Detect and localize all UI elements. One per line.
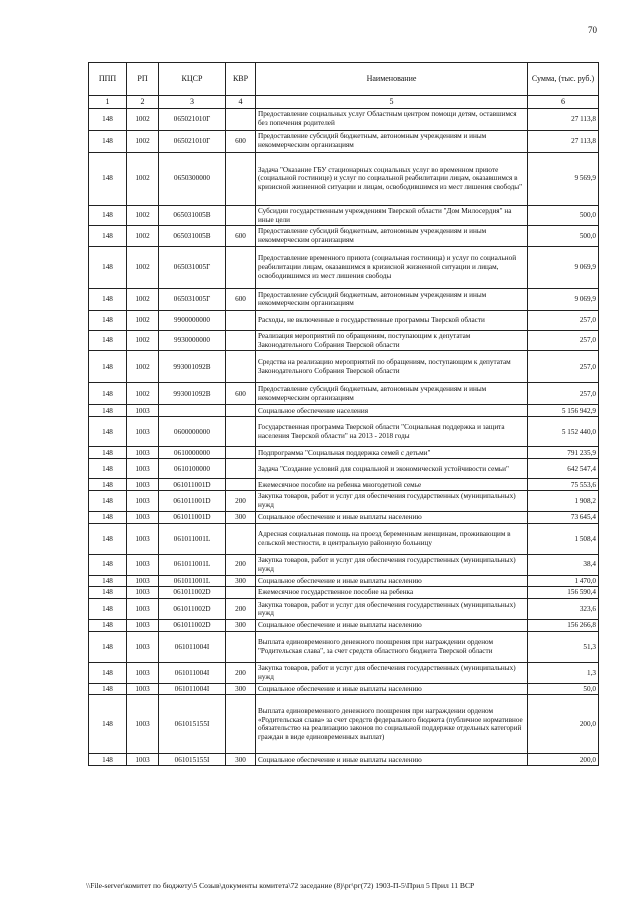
cell-kvr: 600	[226, 226, 256, 247]
cell-rp: 1002	[127, 152, 159, 205]
table-row	[89, 555, 599, 576]
cell-rp: 1003	[127, 524, 159, 555]
table-row	[89, 330, 599, 351]
cell-ppp: 148	[89, 683, 127, 695]
cell-rp: 1003	[127, 491, 159, 512]
cell-kvr: 300	[226, 512, 256, 524]
table-row	[89, 754, 599, 766]
table-row	[89, 152, 599, 205]
cell-rp: 1002	[127, 205, 159, 226]
cell-ppp: 148	[89, 351, 127, 383]
cell-kcsr: 061011002D	[159, 599, 226, 620]
cell-name: Ежемесячное государственное пособие на ребенка	[256, 587, 528, 599]
cell-kvr: 200	[226, 663, 256, 684]
cell-name: Предоставление субсидий бюджетным, автономным учреждениям и иным некоммерческим организациям	[256, 130, 528, 152]
cell-kcsr: 061011001L	[159, 524, 226, 555]
cell-kcsr: 993001092В	[159, 383, 226, 405]
cell-sum: 257,0	[528, 330, 599, 351]
cell-kcsr: 065021010Г	[159, 130, 226, 152]
table-row	[89, 512, 599, 524]
table-row	[89, 479, 599, 491]
table-row	[89, 226, 599, 247]
table-row	[89, 310, 599, 330]
cell-kcsr: 065021010Г	[159, 108, 226, 130]
cell-name: Социальное обеспечение и иные выплаты населению	[256, 575, 528, 587]
cell-kcsr: 061011001L	[159, 575, 226, 587]
cell-kcsr: 993001092В	[159, 351, 226, 383]
cell-name: Задача "Создание условий для социальной и экономической устойчивости семьи"	[256, 459, 528, 479]
table-row	[89, 447, 599, 459]
cell-sum: 1 908,2	[528, 491, 599, 512]
cell-name: Закупка товаров, работ и услуг для обеспечения государственных (муниципальных) нужд	[256, 599, 528, 620]
table-row	[89, 417, 599, 447]
header-rp: РП	[127, 63, 159, 96]
cell-ppp: 148	[89, 405, 127, 417]
table-row	[89, 575, 599, 587]
cell-ppp: 148	[89, 587, 127, 599]
table-row	[89, 524, 599, 555]
cell-kcsr: 061011001L	[159, 555, 226, 576]
column-number: 1	[89, 96, 127, 109]
cell-rp: 1002	[127, 330, 159, 351]
column-number: 4	[226, 96, 256, 109]
cell-sum: 500,0	[528, 226, 599, 247]
table-row	[89, 383, 599, 405]
cell-name: Закупка товаров, работ и услуг для обеспечения государственных (муниципальных) нужд	[256, 663, 528, 684]
cell-name: Социальное обеспечение и иные выплаты населению	[256, 683, 528, 695]
cell-ppp: 148	[89, 575, 127, 587]
cell-sum: 73 645,4	[528, 512, 599, 524]
cell-ppp: 148	[89, 695, 127, 754]
cell-rp: 1003	[127, 587, 159, 599]
cell-ppp: 148	[89, 620, 127, 632]
cell-rp: 1003	[127, 695, 159, 754]
cell-sum: 200,0	[528, 695, 599, 754]
cell-name: Закупка товаров, работ и услуг для обеспечения государственных (муниципальных) нужд	[256, 555, 528, 576]
table-row	[89, 491, 599, 512]
cell-ppp: 148	[89, 491, 127, 512]
column-number: 2	[127, 96, 159, 109]
cell-sum: 257,0	[528, 310, 599, 330]
cell-name: Предоставление временного приюта (социальная гостиница) и услуг по социальной реабилитации лицам, оказавшимся в кризисной жизненной ситуации и лицам, освободившимся из мест лишения свободы	[256, 246, 528, 288]
column-number: 6	[528, 96, 599, 109]
cell-rp: 1003	[127, 447, 159, 459]
cell-name: Предоставление социальных услуг Областным центром помощи детям, оставшимся без попечения родителей	[256, 108, 528, 130]
cell-sum: 75 553,6	[528, 479, 599, 491]
table-row	[89, 405, 599, 417]
cell-ppp: 148	[89, 512, 127, 524]
cell-kcsr: 061011001D	[159, 479, 226, 491]
header-sum: Сумма, (тыс. руб.)	[528, 63, 599, 96]
cell-kvr: 300	[226, 683, 256, 695]
cell-sum: 642 547,4	[528, 459, 599, 479]
cell-name: Социальное обеспечение и иные выплаты населению	[256, 754, 528, 766]
cell-ppp: 148	[89, 246, 127, 288]
cell-name: Выплата единовременного денежного поощрения при награждении орденом "Родительская слава", за счет средств областного бюджета Тверской области	[256, 632, 528, 663]
cell-sum: 1 470,0	[528, 575, 599, 587]
cell-name: Закупка товаров, работ и услуг для обеспечения государственных (муниципальных) нужд	[256, 491, 528, 512]
cell-ppp: 148	[89, 383, 127, 405]
cell-ppp: 148	[89, 447, 127, 459]
cell-kvr	[226, 632, 256, 663]
page-number: 70	[588, 25, 597, 35]
cell-rp: 1003	[127, 754, 159, 766]
cell-rp: 1003	[127, 575, 159, 587]
cell-ppp: 148	[89, 555, 127, 576]
cell-name: Адресная социальная помощь на проезд беременным женщинам, проживающим в сельской местности, в центральную районную больницу	[256, 524, 528, 555]
cell-rp: 1002	[127, 226, 159, 247]
cell-sum: 27 113,8	[528, 130, 599, 152]
cell-sum: 1 508,4	[528, 524, 599, 555]
column-number: 5	[256, 96, 528, 109]
cell-name: Социальное обеспечение и иные выплаты населению	[256, 512, 528, 524]
cell-name: Ежемесячное пособие на ребенка многодетной семье	[256, 479, 528, 491]
cell-kvr	[226, 695, 256, 754]
cell-name: Социальное обеспечение населения	[256, 405, 528, 417]
cell-name: Социальное обеспечение и иные выплаты населению	[256, 620, 528, 632]
cell-rp: 1002	[127, 130, 159, 152]
cell-sum: 257,0	[528, 351, 599, 383]
table-body	[89, 108, 599, 766]
cell-rp: 1003	[127, 417, 159, 447]
header-kvr: КВР	[226, 63, 256, 96]
cell-ppp: 148	[89, 417, 127, 447]
cell-rp: 1002	[127, 310, 159, 330]
column-number: 3	[159, 96, 226, 109]
cell-rp: 1003	[127, 555, 159, 576]
cell-name: Предоставление субсидий бюджетным, автономным учреждениям и иным некоммерческим организациям	[256, 226, 528, 247]
cell-name: Реализация мероприятий по обращениям, поступающим к депутатам Законодательного Собрания Тверской области	[256, 330, 528, 351]
cell-rp: 1002	[127, 108, 159, 130]
cell-ppp: 148	[89, 310, 127, 330]
cell-kvr: 600	[226, 383, 256, 405]
cell-rp: 1002	[127, 383, 159, 405]
cell-kvr	[226, 405, 256, 417]
cell-kcsr: 9930000000	[159, 330, 226, 351]
cell-rp: 1002	[127, 351, 159, 383]
header-name: Наименование	[256, 63, 528, 96]
table-row	[89, 351, 599, 383]
cell-ppp: 148	[89, 524, 127, 555]
cell-name: Выплата единовременного денежного поощрения при награждении орденом «Родительская слава» за счет средств федерального бюджета (публичное нормативное обязательство на реализацию законов по социальной поддержке отдельных категорий граждан в виде единовременных выплат)	[256, 695, 528, 754]
cell-kvr: 200	[226, 555, 256, 576]
cell-kvr	[226, 447, 256, 459]
cell-kcsr: 9900000000	[159, 310, 226, 330]
cell-name: Государственная программа Тверской области "Социальная поддержка и защита населения Тверской области" на 2013 - 2018 годы	[256, 417, 528, 447]
cell-kcsr	[159, 405, 226, 417]
cell-kcsr: 061011004I	[159, 632, 226, 663]
cell-kvr	[226, 330, 256, 351]
header-ppp: ППП	[89, 63, 127, 96]
cell-sum: 50,0	[528, 683, 599, 695]
table-row	[89, 632, 599, 663]
cell-kvr	[226, 205, 256, 226]
cell-ppp: 148	[89, 479, 127, 491]
cell-kvr	[226, 351, 256, 383]
cell-sum: 27 113,8	[528, 108, 599, 130]
table-row	[89, 108, 599, 130]
cell-ppp: 148	[89, 632, 127, 663]
cell-kcsr: 061015155I	[159, 754, 226, 766]
cell-ppp: 148	[89, 152, 127, 205]
cell-name: Предоставление субсидий бюджетным, автономным учреждениям и иным некоммерческим организациям	[256, 383, 528, 405]
cell-kcsr: 065031005Г	[159, 246, 226, 288]
cell-kcsr: 061011002D	[159, 587, 226, 599]
header-kcsr: КЦСР	[159, 63, 226, 96]
cell-kvr: 600	[226, 288, 256, 310]
cell-rp: 1002	[127, 288, 159, 310]
cell-kcsr: 0600000000	[159, 417, 226, 447]
cell-sum: 500,0	[528, 205, 599, 226]
cell-rp: 1003	[127, 683, 159, 695]
cell-kvr	[226, 417, 256, 447]
cell-kcsr: 065031005Г	[159, 288, 226, 310]
cell-rp: 1003	[127, 512, 159, 524]
cell-kcsr: 061011002D	[159, 620, 226, 632]
cell-sum: 38,4	[528, 555, 599, 576]
cell-rp: 1003	[127, 599, 159, 620]
table-row	[89, 205, 599, 226]
cell-kcsr: 0650300000	[159, 152, 226, 205]
cell-kcsr: 0610000000	[159, 447, 226, 459]
cell-ppp: 148	[89, 599, 127, 620]
cell-sum: 9 069,9	[528, 288, 599, 310]
cell-rp: 1003	[127, 405, 159, 417]
cell-kcsr: 061011004I	[159, 683, 226, 695]
cell-ppp: 148	[89, 663, 127, 684]
cell-ppp: 148	[89, 330, 127, 351]
cell-kvr	[226, 459, 256, 479]
cell-sum: 791 235,9	[528, 447, 599, 459]
cell-name: Субсидии государственным учреждениям Тверской области "Дом Милосердия" на иные цели	[256, 205, 528, 226]
cell-rp: 1003	[127, 479, 159, 491]
cell-sum: 5 152 440,0	[528, 417, 599, 447]
cell-ppp: 148	[89, 754, 127, 766]
cell-ppp: 148	[89, 205, 127, 226]
cell-sum: 323,6	[528, 599, 599, 620]
table-row	[89, 620, 599, 632]
cell-ppp: 148	[89, 459, 127, 479]
cell-rp: 1003	[127, 663, 159, 684]
cell-sum: 9 569,9	[528, 152, 599, 205]
cell-kvr: 200	[226, 491, 256, 512]
table-row	[89, 695, 599, 754]
header-row	[89, 63, 599, 96]
budget-table	[88, 62, 599, 766]
cell-kcsr: 0610100000	[159, 459, 226, 479]
cell-sum: 156 590,4	[528, 587, 599, 599]
cell-name: Расходы, не включенные в государственные программы Тверской области	[256, 310, 528, 330]
cell-rp: 1002	[127, 246, 159, 288]
table-row	[89, 246, 599, 288]
table-row	[89, 459, 599, 479]
cell-kcsr: 061011004I	[159, 663, 226, 684]
cell-kvr	[226, 587, 256, 599]
cell-kvr	[226, 524, 256, 555]
cell-rp: 1003	[127, 632, 159, 663]
cell-kvr	[226, 108, 256, 130]
cell-name: Предоставление субсидий бюджетным, автономным учреждениям и иным некоммерческим организациям	[256, 288, 528, 310]
cell-kvr	[226, 152, 256, 205]
cell-kvr: 600	[226, 130, 256, 152]
table-row	[89, 663, 599, 684]
cell-rp: 1003	[127, 459, 159, 479]
table-row	[89, 599, 599, 620]
cell-sum: 200,0	[528, 754, 599, 766]
cell-kvr: 200	[226, 599, 256, 620]
table-row	[89, 288, 599, 310]
cell-rp: 1003	[127, 620, 159, 632]
table-row	[89, 683, 599, 695]
cell-name: Средства на реализацию мероприятий по обращениям, поступающим к депутатам Законодательного Собрания Тверской области	[256, 351, 528, 383]
file-path-footer: \\File-server\комитет по бюджету\5 Созыв\документы комитета\72 заседание (8)\рг\рг(72) 1903-П-5\Прил 5 Прил 11 ВСР	[86, 881, 475, 890]
table-row	[89, 587, 599, 599]
cell-sum: 1,3	[528, 663, 599, 684]
cell-kvr	[226, 246, 256, 288]
cell-sum: 9 069,9	[528, 246, 599, 288]
cell-kvr: 300	[226, 754, 256, 766]
cell-kcsr: 061011001D	[159, 512, 226, 524]
cell-sum: 51,3	[528, 632, 599, 663]
cell-name: Подпрограмма "Социальная поддержка семей с детьми"	[256, 447, 528, 459]
cell-sum: 5 156 942,9	[528, 405, 599, 417]
cell-kvr: 300	[226, 620, 256, 632]
cell-ppp: 148	[89, 108, 127, 130]
cell-sum: 257,0	[528, 383, 599, 405]
cell-ppp: 148	[89, 288, 127, 310]
cell-kvr	[226, 479, 256, 491]
cell-ppp: 148	[89, 130, 127, 152]
column-number-row	[89, 96, 599, 109]
cell-kvr	[226, 310, 256, 330]
cell-sum: 156 266,8	[528, 620, 599, 632]
cell-name: Задача "Оказание ГБУ стационарных социальных услуг во временном приюте (социальной гостинице) и услуг по социальной реабилитации лицам, оказавшимся в кризисной жизненной ситуации и лицам, освободившимся из мест лишения свободы"	[256, 152, 528, 205]
cell-kvr: 300	[226, 575, 256, 587]
cell-kcsr: 065031005В	[159, 226, 226, 247]
cell-kcsr: 061015155I	[159, 695, 226, 754]
table-row	[89, 130, 599, 152]
cell-kcsr: 061011001D	[159, 491, 226, 512]
cell-ppp: 148	[89, 226, 127, 247]
cell-kcsr: 065031005В	[159, 205, 226, 226]
